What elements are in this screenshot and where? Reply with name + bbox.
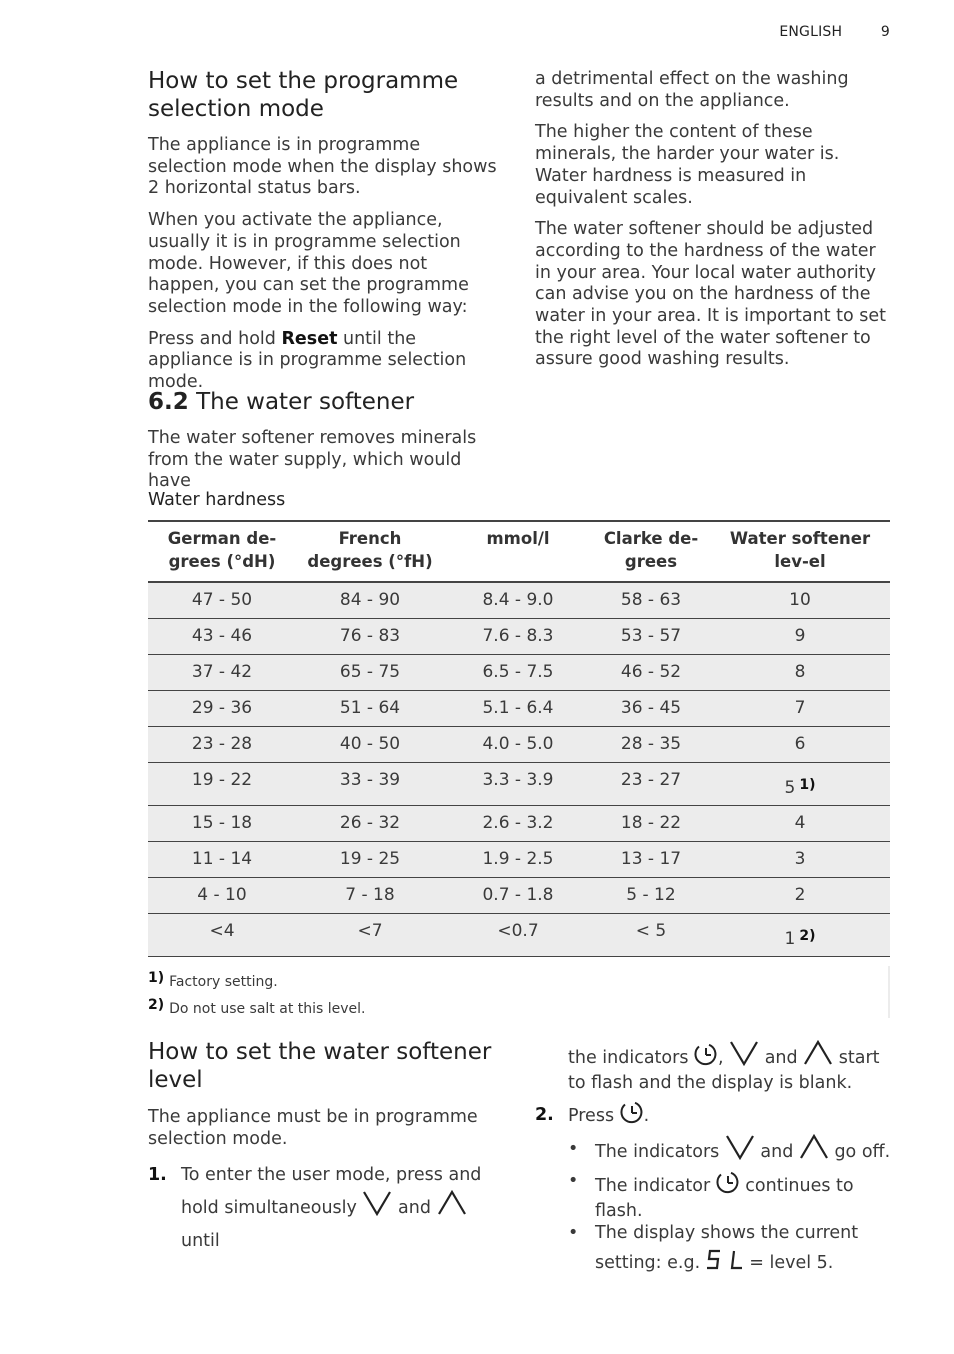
text: ,: [718, 1048, 730, 1068]
language-label: ENGLISH: [779, 24, 843, 40]
cell: 1.9 - 2.5: [444, 842, 592, 878]
section-title: How to set the water softener level: [148, 1039, 492, 1093]
cell: 33 - 39: [296, 763, 444, 806]
text: until the appliance is in programme selection mode.: [148, 328, 467, 393]
table-row: [148, 691, 890, 727]
cell: 5.1 - 6.4: [444, 691, 592, 727]
cell: 29 - 36: [148, 691, 296, 727]
cell: 19 - 22: [148, 763, 296, 806]
cell: 8: [710, 655, 890, 691]
cell: <0.7: [444, 914, 592, 957]
paragraph: The water softener should be adjusted according to the hardness of the water in your area. Your local water authority can advise you on the hardness of the water in your area. It is important to set the right level of the water softener to assure good washing results.: [535, 219, 887, 370]
steps-list: [535, 1100, 895, 1134]
footnote-text: Do not use salt at this level.: [169, 1001, 366, 1017]
section-softener-level-cont: [535, 1040, 895, 1281]
text: start to flash and the display is blank.: [568, 1048, 880, 1093]
cell: 15 - 18: [148, 806, 296, 842]
text: The display shows the current setting: e.g.: [595, 1223, 859, 1273]
section-softener-level: [148, 1038, 508, 1256]
text: The indicators: [595, 1142, 725, 1162]
section-title: How to set the programme selection mode: [148, 68, 459, 122]
section-number: 6.2: [148, 389, 189, 415]
cell: 8.4 - 9.0: [444, 582, 592, 619]
clock-icon: [694, 1042, 718, 1072]
footnote: [148, 970, 278, 990]
section-water-softener-cont: [535, 69, 895, 381]
header-clarke: Clarke de-grees: [592, 521, 710, 582]
step-number: 1.: [148, 1165, 167, 1186]
cell: 2.6 - 3.2: [444, 806, 592, 842]
table-row: [148, 806, 890, 842]
cell: <4: [148, 914, 296, 957]
section-title-text: The water softener: [196, 389, 415, 415]
cell: 76 - 83: [296, 619, 444, 655]
cell: 2: [710, 878, 890, 914]
step-number: 2.: [535, 1105, 554, 1125]
cell: 6.5 - 7.5: [444, 655, 592, 691]
cell: 7 - 18: [296, 878, 444, 914]
footnote-ref: 1): [799, 777, 816, 793]
footnote-mark: 1): [148, 970, 165, 986]
cell: 3: [710, 842, 890, 878]
list-item: [535, 1170, 895, 1222]
list-item: [535, 1134, 895, 1170]
paragraph: The higher the content of these minerals, the harder your water is. Water hardness is measured in equivalent scales.: [535, 122, 840, 208]
text: until: [181, 1231, 220, 1252]
cell: 0.7 - 1.8: [444, 878, 592, 914]
clock-icon: [716, 1170, 740, 1200]
header-german: German de-grees (°dH): [148, 521, 296, 582]
bullet-icon: •: [568, 1223, 579, 1243]
chevron-up-icon: [803, 1040, 833, 1072]
page-number: 9: [880, 24, 890, 40]
table-edge: [888, 966, 890, 1018]
cell: 51 - 64: [296, 691, 444, 727]
cell: 65 - 75: [296, 655, 444, 691]
list-item: [535, 1218, 895, 1281]
text: and: [754, 1142, 799, 1162]
list-item: [148, 1160, 508, 1256]
chevron-up-icon: [437, 1190, 467, 1226]
header-level: Water softener lev-el: [710, 521, 890, 582]
cell: 10: [710, 582, 890, 619]
cell: 47 - 50: [148, 582, 296, 619]
text: To enter the user mode, press and hold simultaneously: [181, 1165, 482, 1219]
text: = level 5.: [743, 1253, 834, 1273]
cell: [710, 914, 890, 957]
cell: 6: [710, 727, 890, 763]
level-value: 5: [784, 778, 796, 798]
footnote-ref: 2): [799, 928, 816, 944]
table-row: [148, 842, 890, 878]
table-row: [148, 763, 890, 806]
header-mmol: mmol/l: [444, 521, 592, 582]
cell: 11 - 14: [148, 842, 296, 878]
table-header-row: [148, 521, 890, 582]
text: The indicator: [595, 1176, 716, 1196]
table-row: [148, 914, 890, 957]
cell: 4 - 10: [148, 878, 296, 914]
segment-display-icon: [706, 1249, 744, 1281]
step1-continuation: [535, 1040, 895, 1094]
cell: 84 - 90: [296, 582, 444, 619]
text: and: [392, 1198, 437, 1219]
cell: 4: [710, 806, 890, 842]
cell: 4.0 - 5.0: [444, 727, 592, 763]
text: Press: [568, 1106, 620, 1126]
section-water-softener: [148, 388, 504, 503]
text: continues to flash.: [595, 1176, 854, 1221]
text: .: [643, 1106, 650, 1126]
chevron-up-icon: [799, 1134, 829, 1170]
paragraph: The water softener removes minerals from the water supply, which would have: [148, 428, 477, 492]
list-item: [535, 1100, 895, 1134]
chevron-down-icon: [729, 1040, 759, 1072]
text: go off.: [828, 1142, 891, 1162]
cell: [710, 763, 890, 806]
paragraph: a detrimental effect on the washing results and on the appliance.: [535, 69, 849, 111]
header-french: French degrees (°fH): [296, 521, 444, 582]
cell: 28 - 35: [592, 727, 710, 763]
cell: 7.6 - 8.3: [444, 619, 592, 655]
table-row: [148, 582, 890, 619]
cell: 23 - 27: [592, 763, 710, 806]
page-header: [745, 24, 890, 40]
level-value: 1: [784, 929, 796, 949]
text: and: [759, 1048, 804, 1068]
cell: <7: [296, 914, 444, 957]
cell: 36 - 45: [592, 691, 710, 727]
text: the indicators: [568, 1048, 694, 1068]
cell: 46 - 52: [592, 655, 710, 691]
cell: 40 - 50: [296, 727, 444, 763]
footnote: [148, 997, 366, 1017]
cell: 23 - 28: [148, 727, 296, 763]
table-row: [148, 727, 890, 763]
cell: 26 - 32: [296, 806, 444, 842]
cell: 19 - 25: [296, 842, 444, 878]
footnote-text: Factory setting.: [169, 974, 278, 990]
clock-icon: [620, 1100, 644, 1134]
table-caption: Water hardness: [148, 490, 286, 510]
bullet-icon: •: [568, 1171, 579, 1191]
table-row: [148, 878, 890, 914]
cell: 5 - 12: [592, 878, 710, 914]
cell: 43 - 46: [148, 619, 296, 655]
cell: < 5: [592, 914, 710, 957]
chevron-down-icon: [362, 1190, 392, 1226]
cell: 9: [710, 619, 890, 655]
cell: 53 - 57: [592, 619, 710, 655]
table-row: [148, 619, 890, 655]
cell: 13 - 17: [592, 842, 710, 878]
section-title: [148, 388, 504, 416]
text: Press and hold: [148, 328, 282, 349]
paragraph: When you activate the appliance, usually it is in programme selection mode. However, if this does not happen, you can set the programme selection mode in the following way:: [148, 210, 469, 317]
cell: 58 - 63: [592, 582, 710, 619]
steps-list: [148, 1160, 508, 1256]
cell: 3.3 - 3.9: [444, 763, 592, 806]
cell: 7: [710, 691, 890, 727]
paragraph: The appliance is in programme selection mode when the display shows 2 horizontal status bars.: [148, 135, 497, 199]
cell: 37 - 42: [148, 655, 296, 691]
chevron-down-icon: [725, 1134, 755, 1170]
bullet-icon: •: [568, 1139, 579, 1159]
reset-key-label: Reset: [281, 328, 338, 349]
bullet-list: [535, 1134, 895, 1281]
footnote-mark: 2): [148, 997, 165, 1013]
water-hardness-table: [148, 520, 890, 957]
paragraph: [148, 329, 504, 394]
paragraph: The appliance must be in programme selection mode.: [148, 1107, 478, 1149]
table-row: [148, 655, 890, 691]
cell: 18 - 22: [592, 806, 710, 842]
section-programme-selection: [148, 67, 504, 404]
